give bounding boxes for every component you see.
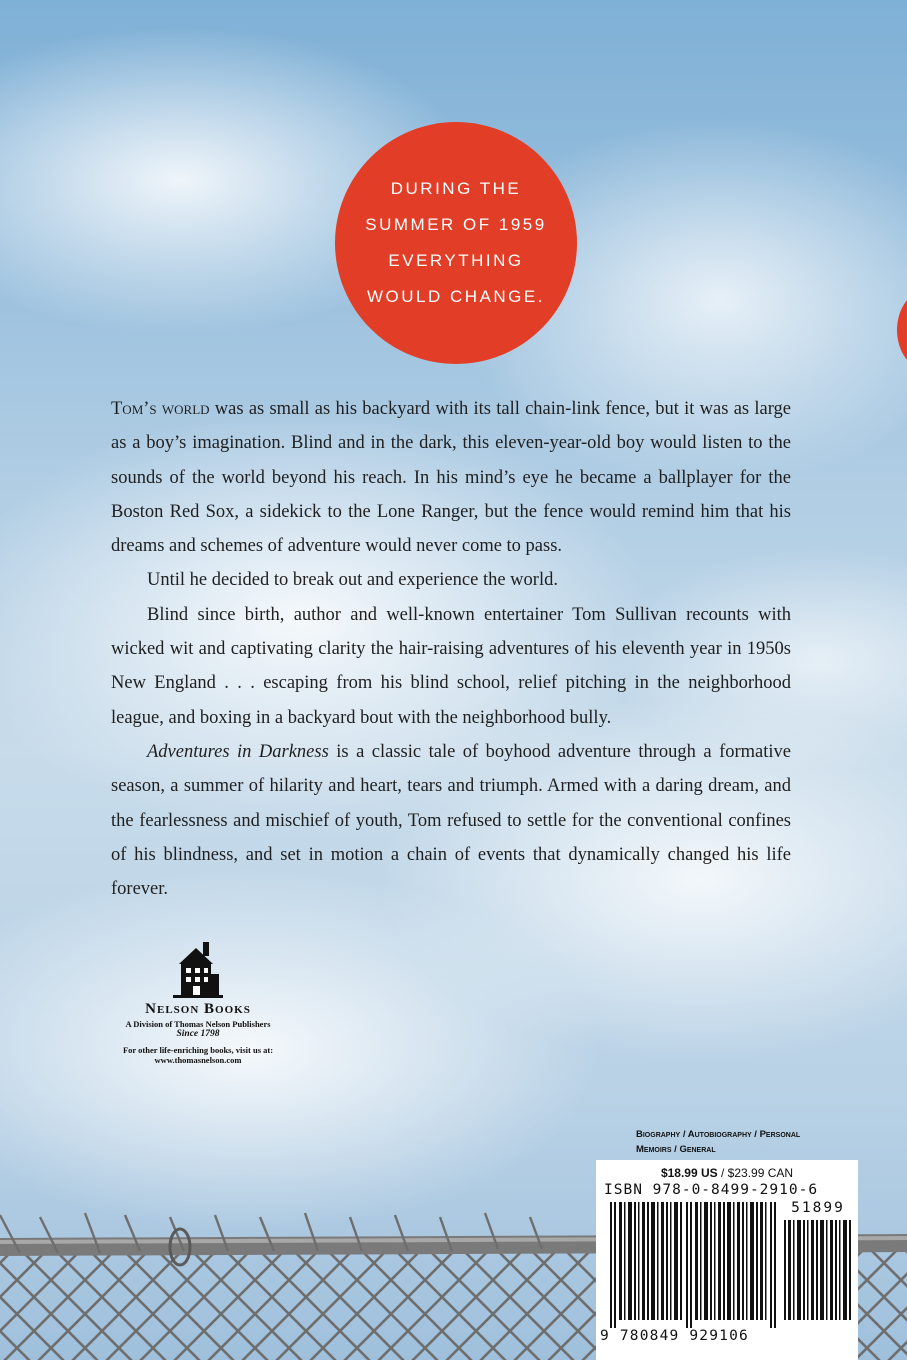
isbn-barcode	[610, 1202, 776, 1328]
price-addon-barcode	[784, 1220, 852, 1320]
description-paragraph-3: Blind since birth, author and well-known entertainer Tom Sullivan recounts with wicked wit and captivating clarity the hair-raising adventures of his eleventh year in 1950s New England . . . escaping from his blind school, relief pitching in the neighborhood league, and boxing in a backyard bout with the neighborhood bully.	[111, 604, 791, 728]
barcode-panel	[596, 1160, 858, 1360]
tagline-badge	[335, 122, 577, 364]
category-line-1: Biography / Autobiography / Personal	[636, 1129, 801, 1140]
description-paragraph-4	[111, 735, 791, 906]
paragraph-lead-in: Tom’s world	[111, 399, 210, 419]
paragraph-4-text: is a classic tale of boyhood adventure through a formative season, a summer of hilarity and heart, tears and triumph. Armed with a daring dream, and the fearlessness and mischief of youth, Tom refused to settle for the conventional confines of his blindness, and set in motion a chain of events that dynamically changed his life forever.	[111, 741, 791, 900]
isbn-text: ISBN 978-0-8499-2910-6	[604, 1182, 819, 1198]
tagline-line-3: EVERYTHING	[388, 251, 524, 270]
house-logo-icon	[173, 940, 223, 998]
publisher-name: Nelson Books	[145, 1001, 251, 1017]
price-addon-number: 51899	[791, 1200, 845, 1216]
tagline-line-2: SUMMER OF 1959	[365, 215, 547, 234]
publisher-division: A Division of Thomas Nelson Publishers	[125, 1019, 271, 1029]
description-paragraph-1	[111, 392, 791, 563]
book-title: Adventures in Darkness	[147, 741, 329, 762]
publisher-block	[108, 940, 288, 1065]
publisher-visit-text: For other life-enriching books, visit us at:	[122, 1045, 274, 1055]
tagline-line-4: WOULD CHANGE.	[367, 287, 545, 306]
price-label	[596, 1166, 858, 1180]
publisher-since: Since 1798	[176, 1029, 220, 1039]
edge-circle-decoration	[897, 290, 907, 370]
book-description	[111, 392, 791, 906]
price-us: $18.99 US	[660, 1166, 718, 1180]
book-category	[636, 1127, 836, 1157]
price-can: / $23.99 CAN	[717, 1166, 794, 1180]
publisher-url: www.thomasnelson.com	[154, 1055, 242, 1065]
description-paragraph-2: Until he decided to break out and experience the world.	[147, 570, 558, 591]
category-line-2: Memoirs / General	[636, 1144, 716, 1155]
paragraph-1-text: was as small as his backyard with its tall chain-link fence, but it was as large as a boy’s imagination. Blind and in the dark, this eleven-year-old boy would listen to the sounds of the world beyond his reach. In his mind’s eye he became a ballplayer for the Boston Red Sox, a sidekick to the Lone Ranger, but the fence would remind him that his dreams and schemes of adventure would never come to pass.	[111, 399, 791, 557]
tagline-line-1: DURING THE	[390, 179, 522, 198]
ean-number: 9 780849 929106	[600, 1328, 749, 1344]
